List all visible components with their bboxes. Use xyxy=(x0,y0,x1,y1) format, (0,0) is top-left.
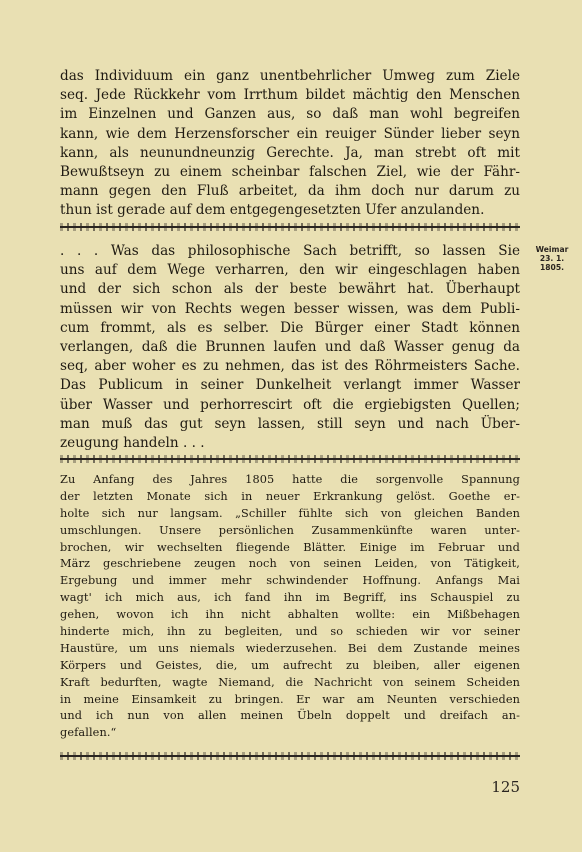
ornamental-divider xyxy=(60,223,520,231)
text-line: Das Publicum in seiner Dunkelheit verlangt immer Wasser xyxy=(60,377,520,394)
ornamental-divider xyxy=(60,752,520,760)
page-number: 125 xyxy=(491,778,520,796)
commentary-line: März geschriebene zeugen noch von seinen Leiden, von Tätigkeit, xyxy=(60,557,520,571)
commentary-line: gefallen.“ xyxy=(60,726,117,740)
margin-date: 23. 1. xyxy=(539,254,565,263)
commentary-line: Körpers und Geistes, die, um aufrecht zu bleiben, aller eigenen xyxy=(60,658,520,672)
text-line: seq. Jede Rückkehr vom Irrthum bildet mächtig den Menschen xyxy=(60,87,520,104)
text-line: kann, wie dem Herzensforscher ein reuiger Sünder lieber seyn xyxy=(60,125,520,142)
text-line: im Einzelnen und Ganzen aus, so daß man wohl begreifen xyxy=(60,106,520,123)
text-line: seq, aber woher es zu nehmen, das ist des Röhrmeisters Sache. xyxy=(60,358,520,375)
letter-text-part-2 xyxy=(60,242,520,453)
commentary-line: Zu Anfang des Jahres 1805 hatte die sorgenvolle Spannung xyxy=(60,473,520,486)
commentary-line: gehen, wovon ich ihn nicht abhalten wollte: ein Mißbehagen xyxy=(60,608,520,622)
margin-date-note xyxy=(529,245,575,272)
margin-year: 1805. xyxy=(539,263,565,272)
text-line: thun ist gerade auf dem entgegengesetzten Ufer anzulanden. xyxy=(60,202,485,219)
commentary-line: hinderte mich, ihn zu begleiten, und so schieden wir vor seiner xyxy=(60,625,520,639)
commentary-line: der letzten Monate sich in neuer Erkrankung gelöst. Goethe er- xyxy=(60,489,520,503)
margin-place: Weimar xyxy=(535,245,569,254)
text-line: . . . Was das philosophische Sach betrifft, so lassen Sie xyxy=(60,243,520,259)
text-line: und der sich schon als der beste bewährt hat. Überhaupt xyxy=(60,281,520,298)
text-line: uns auf dem Wege verharren, den wir eingeschlagen haben xyxy=(60,262,520,279)
commentary-line: umschlungen. Unsere persönlichen Zusammenkünfte waren unter- xyxy=(60,523,520,537)
letter-text-part-1 xyxy=(60,67,520,221)
text-line: zeugung handeln . . . xyxy=(60,434,205,451)
text-line: Bewußtseyn zu einem scheinbar falschen Ziel, wie der Fähr- xyxy=(60,163,520,180)
text-line: müssen wir von Rechts wegen besser wissen, was dem Publi- xyxy=(60,300,520,317)
commentary-line: in meine Einsamkeit zu bringen. Er war am Neunten verschieden xyxy=(60,692,520,706)
commentary-line: Kraft bedurften, wagte Niemand, die Nachricht von seinem Scheiden xyxy=(60,675,520,689)
text-line: das Individuum ein ganz unentbehrlicher Umweg zum Ziele xyxy=(60,68,520,84)
commentary-line: brochen, wir wechselten fliegende Blätter. Einige im Februar und xyxy=(60,540,520,554)
text-line: kann, als neunundneunzig Gerechte. Ja, man strebt oft mit xyxy=(60,144,520,161)
text-line: man muß das gut seyn lassen, still seyn und nach Über- xyxy=(60,415,520,432)
text-line: mann gegen den Fluß arbeitet, da ihm doch nur darum zu xyxy=(60,183,520,200)
commentary-line: Ergebung und immer mehr schwindender Hoffnung. Anfangs Mai xyxy=(60,574,520,588)
text-line: über Wasser und perhorrescirt oft die ergiebigsten Quellen; xyxy=(60,396,520,413)
commentary-text xyxy=(60,472,520,742)
commentary-line: Haustüre, um uns niemals wiederzusehen. Bei dem Zustande meines xyxy=(60,641,520,655)
commentary-line: holte sich nur langsam. „Schiller fühlte sich von gleichen Banden xyxy=(60,506,520,520)
commentary-line: wagt' ich mich aus, ich fand ihn im Begriff, ins Schauspiel zu xyxy=(60,591,520,605)
commentary-line: und ich nun von allen meinen Übeln doppelt und dreifach an- xyxy=(60,709,520,723)
ornamental-divider xyxy=(60,455,520,463)
text-line: cum frommt, als es selber. Die Bürger einer Stadt können xyxy=(60,319,520,336)
text-line: verlangen, daß die Brunnen laufen und daß Wasser genug da xyxy=(60,338,520,355)
